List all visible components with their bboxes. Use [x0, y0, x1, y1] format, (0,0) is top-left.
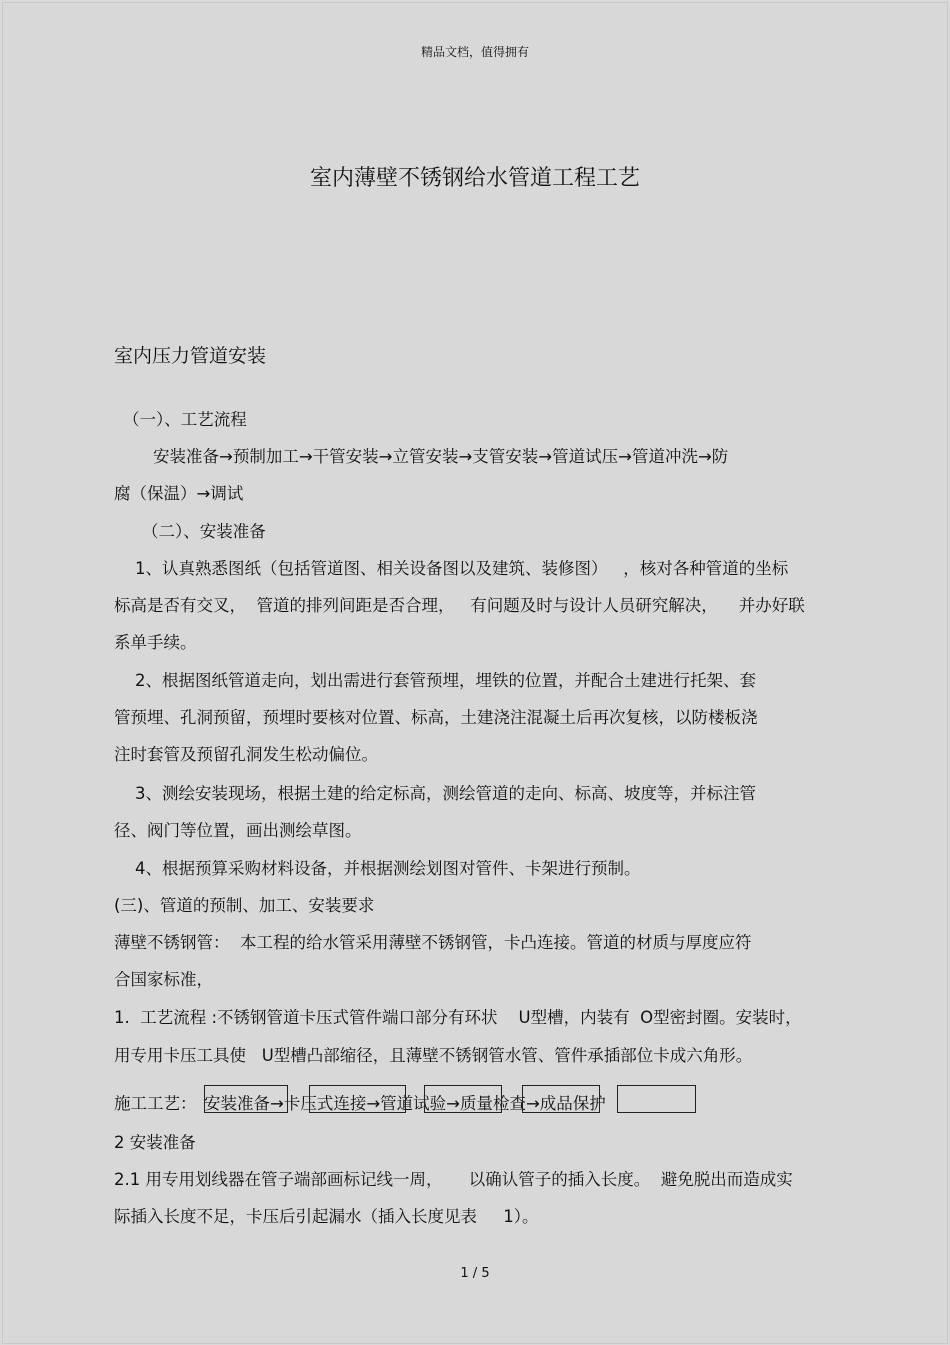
- paragraph-line: 标高是否有交叉， 管道的排列间距是否合理， 有问题及时与设计人员研究解决， 并办好联: [114, 596, 805, 615]
- text-box-frame: [204, 1085, 288, 1113]
- paragraph-line: 用专用卡压工具使 U型槽凸部缩径，且薄壁不锈钢管水管、管件承插部位卡成六角形。: [114, 1046, 753, 1065]
- paragraph-line: 1、认真熟悉图纸（包括管道图、相关设备图以及建筑、装修图） ，核对各种管道的坐标: [135, 559, 789, 578]
- paragraph-line: 合国家标准，: [114, 970, 213, 989]
- paragraph-line: 径、阀门等位置，画出测绘草图。: [114, 821, 362, 840]
- paragraph-line: 1. 工艺流程 :不锈钢管道卡压式管件端口部分有环状 U型槽，内装有 O型密封圈。安装时，: [114, 1008, 802, 1027]
- text-box-frame: [424, 1085, 502, 1113]
- paragraph-line: (三)、管道的预制、加工、安装要求: [114, 896, 375, 915]
- paragraph-line: 管预埋、孔洞预留，预埋时要核对位置、标高，土建浇注混凝土后再次复核，以防楼板浇: [114, 708, 758, 727]
- paragraph-line: 2、根据图纸管道走向，划出需进行套管预埋，埋铁的位置，并配合土建进行托架、套: [135, 671, 756, 690]
- page-header: 精品文档，值得拥有: [420, 45, 529, 59]
- process-text: 安装准备→卡压式连接→管道试验→质量检查→成品保护: [204, 1094, 606, 1113]
- page-number: 1 / 5: [460, 1266, 490, 1281]
- paragraph-line: 2 安装准备: [114, 1133, 196, 1152]
- document-title: 室内薄壁不锈钢给水管道工程工艺: [309, 166, 640, 191]
- section-title: 室内压力管道安装: [114, 345, 267, 367]
- paragraph-line: 腐（保温）→调试: [114, 484, 244, 503]
- paragraph-line: 3、测绘安装现场，根据土建的给定标高，测绘管道的走向、标高、坡度等，并标注管: [135, 784, 756, 803]
- text-box-frame: [309, 1085, 406, 1113]
- paragraph-line: （二）、安装准备: [142, 522, 266, 541]
- paragraph-line: 注时套管及预留孔洞发生松动偏位。: [114, 745, 378, 764]
- text-box-frame: [522, 1085, 600, 1113]
- process-label: 施工工艺：: [114, 1094, 197, 1113]
- document-page: [2, 2, 948, 1344]
- paragraph-line: 际插入长度不足，卡压后引起漏水（插入长度见表 1）。: [114, 1207, 539, 1226]
- paragraph-line: 薄壁不锈钢管： 本工程的给水管采用薄壁不锈钢管，卡凸连接。管道的材质与厚度应符: [114, 933, 752, 952]
- text-box-frame: [617, 1085, 696, 1113]
- paragraph-line: 安装准备→预制加工→干管安装→立管安装→支管安装→管道试压→管道冲洗→防: [153, 447, 729, 466]
- paragraph-line: 系单手续。: [114, 633, 197, 652]
- paragraph-line: 2.1 用专用划线器在管子端部画标记线一周， 以确认管子的插入长度。 避免脱出而造成实: [114, 1170, 793, 1189]
- paragraph-line: 4、根据预算采购材料设备，并根据测绘划图对管件、卡架进行预制。: [135, 859, 641, 878]
- paragraph-line: （一）、工艺流程: [123, 410, 247, 429]
